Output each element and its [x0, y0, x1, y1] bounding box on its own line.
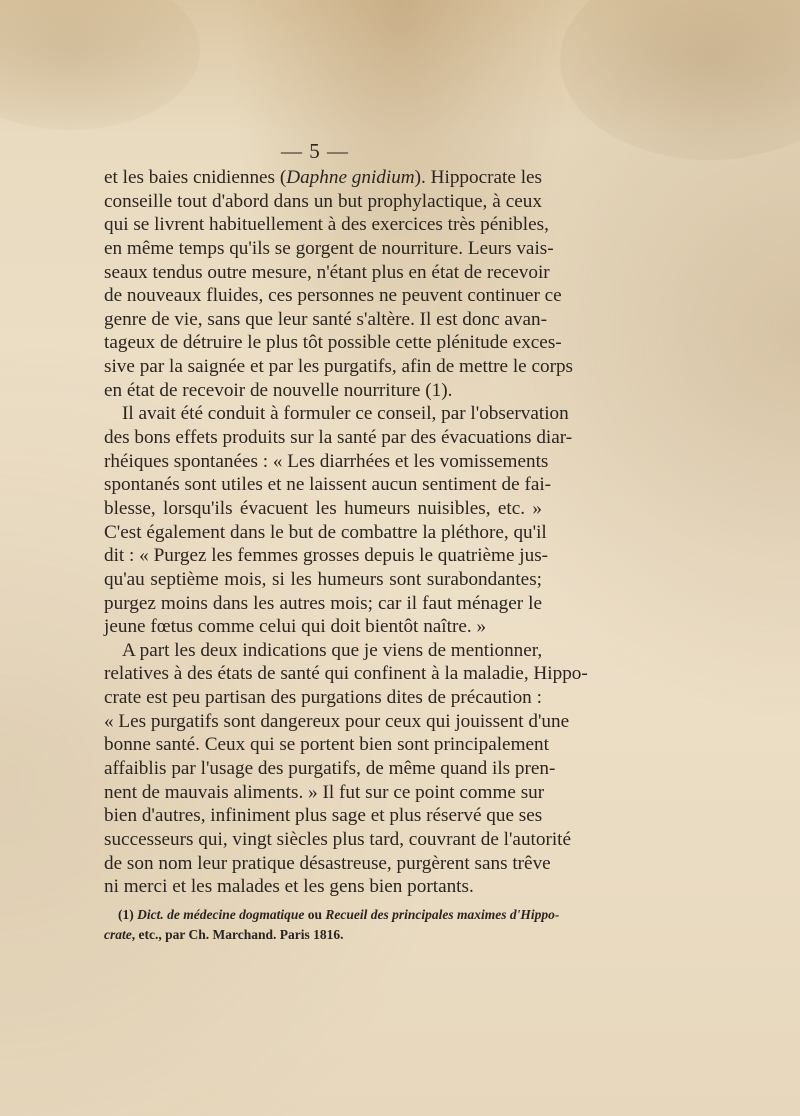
paper-stain [0, 0, 200, 130]
text-line: relatives à des états de santé qui confinent à la maladie, Hippo- [104, 663, 588, 685]
text-line: sive par la saignée et par les purgatifs, afin de mettre le corps [104, 356, 574, 378]
text-line: genre de vie, sans que leur santé s'altère. Il est donc avan- [104, 308, 547, 330]
text-line: ni merci et les malades et les gens bien portants. [104, 876, 474, 898]
footnote-line [104, 905, 560, 925]
footnote-title: Dict. de médecine dogmatique [137, 907, 305, 922]
text-line: affaiblis par l'usage des purgatifs, de même quand ils pren- [104, 758, 556, 780]
text-line: blesse, lorsqu'ils évacuent les humeurs nuisibles, etc. » [104, 497, 542, 519]
text-segment: et les baies cnidiennes ( [104, 167, 287, 188]
footnote-marker: (1) [118, 907, 134, 922]
text-line: de son nom leur pratique désastreuse, purgèrent sans trêve [104, 852, 551, 874]
text-segment: ou [304, 907, 326, 922]
paper-stain [560, 0, 800, 160]
text-segment: ). Hippocrate les [414, 167, 543, 188]
text-line: C'est également dans le but de combattre la pléthore, qu'il [104, 521, 547, 543]
text-line: des bons effets produits sur la santé par des évacuations diar- [104, 427, 573, 449]
text-line: dit : « Purgez les femmes grosses depuis le quatrième jus- [104, 545, 549, 567]
text-line: Il avait été conduit à formuler ce conseil, par l'observation [122, 403, 569, 425]
text-line: tageux de détruire le plus tôt possible cette plénitude exces- [104, 332, 562, 354]
text-line: bien d'autres, infiniment plus sage et plus réservé que ses [104, 805, 543, 827]
text-line: jeune fœtus comme celui qui doit bientôt naître. » [104, 616, 487, 638]
text-line: crate est peu partisan des purgations dites de précaution : [104, 687, 542, 709]
text-line: bonne santé. Ceux qui se portent bien sont principalement [104, 734, 549, 756]
text-line: qui se livrent habituellement à des exercices très pénibles, [104, 214, 549, 236]
text-line: purgez moins dans les autres mois; car il faut ménager le [104, 592, 542, 614]
text-line: en état de recevoir de nouvelle nourriture (1). [104, 379, 453, 401]
text-line: en même temps qu'ils se gorgent de nourriture. Leurs vais- [104, 237, 554, 259]
text-segment: , etc., par Ch. Marchand. Paris 1816. [131, 927, 344, 942]
footnote-line [104, 925, 542, 945]
text-line: successeurs qui, vingt siècles plus tard, couvrant de l'autorité [104, 828, 572, 850]
text-line [104, 166, 542, 190]
footnote-title: Recueil des principales maximes d'Hippo- [325, 907, 560, 922]
text-line: « Les purgatifs sont dangereux pour ceux qui jouissent d'une [104, 710, 570, 732]
footnote-title: crate [104, 927, 132, 942]
text-line: A part les deux indications que je viens de mentionner, [122, 639, 543, 661]
text-line: de nouveaux fluides, ces personnes ne peuvent continuer ce [104, 285, 562, 307]
text-line: seaux tendus outre mesure, n'étant plus en état de recevoir [104, 261, 550, 283]
text-line: conseille tout d'abord dans un but prophylactique, à ceux [104, 190, 542, 212]
text-line: qu'au septième mois, si les humeurs sont surabondantes; [104, 568, 542, 590]
text-line: spontanés sont utiles et ne laissent aucun sentiment de fai- [104, 474, 552, 496]
text-line: nent de mauvais aliments. » Il fut sur ce point comme sur [104, 781, 545, 803]
italic-term: Daphne gnidium [286, 167, 415, 188]
page-number: — 5 — [281, 139, 349, 163]
footnote [104, 905, 560, 945]
text-line: rhéiques spontanées : « Les diarrhées et les vomissements [104, 450, 549, 472]
body-text [104, 166, 588, 899]
